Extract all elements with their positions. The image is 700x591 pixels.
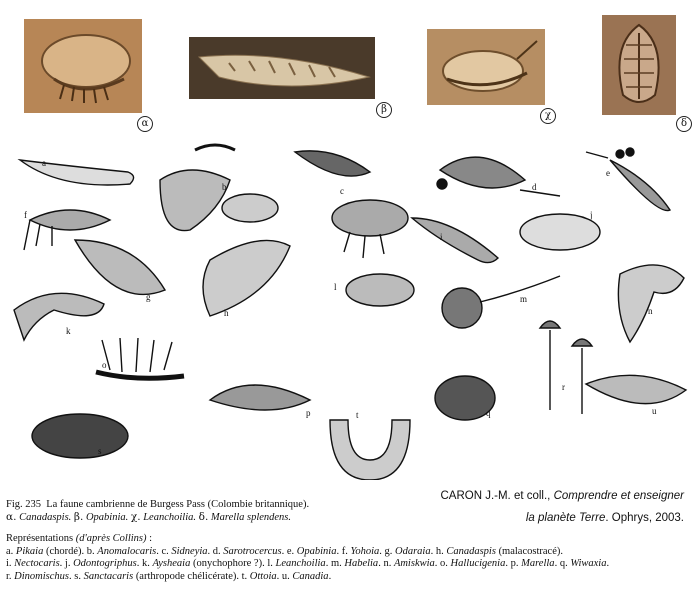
drawing-s: [32, 414, 128, 458]
rep-taxon-name: Dinomischus: [14, 570, 70, 582]
rep-note: .: [434, 558, 441, 569]
drawing-a: [20, 160, 134, 185]
drawing-b: [160, 145, 278, 231]
rep-note: (arthropode chélicérate).: [133, 570, 242, 582]
rep-note: (chordé).: [43, 545, 87, 557]
rep-note: .: [207, 545, 213, 557]
figure-title: La faune cambrienne de Burgess Pass (Colombie britannique).: [46, 499, 310, 510]
fossil-photo-chi-image: [427, 29, 545, 105]
rep-note: .: [378, 558, 384, 569]
rep-taxon-name: Opabinia: [296, 545, 337, 557]
rep-key: p.: [510, 558, 522, 569]
rep-note: .: [606, 558, 610, 569]
drawing-letter-o: o: [102, 360, 107, 370]
rep-taxon-name: Amiskwia: [393, 558, 435, 569]
rep-key: d.: [212, 545, 224, 557]
representations-list: [6, 533, 696, 583]
drawings-plate: [0, 140, 700, 480]
rep-taxon-name: Anomalocaris: [97, 545, 157, 557]
drawing-letter-b: b: [222, 182, 227, 192]
drawing-letter-q: q: [486, 408, 491, 418]
rep-taxon-name: Wiwaxia: [570, 558, 607, 569]
drawing-n: [618, 265, 684, 342]
rep-taxon-name: Aysheaia: [152, 558, 191, 569]
rep-note: .: [379, 545, 385, 557]
credit-book-title-2: la planète Terre: [525, 512, 606, 524]
rep-note: .: [328, 570, 332, 582]
drawing-letter-f: f: [24, 210, 27, 220]
drawing-letter-t: t: [356, 410, 359, 420]
rep-note: .: [276, 570, 282, 582]
rep-note: .: [156, 545, 162, 557]
rep-taxon-name: Odaraia: [395, 545, 431, 557]
drawing-u: [586, 375, 686, 403]
rep-key: g.: [384, 545, 395, 557]
rep-key: h.: [435, 545, 447, 557]
rep-taxon-name: Ottoia: [249, 570, 277, 582]
rep-key: r.: [6, 570, 15, 582]
photo-label-chi: χ: [540, 108, 556, 124]
photo-label-delta: δ: [676, 116, 692, 132]
figure-caption: [6, 498, 406, 524]
drawing-c: [295, 151, 408, 258]
drawing-r: [540, 321, 592, 414]
rep-note: (onychophore ?).: [190, 558, 268, 569]
drawing-letter-s: s: [98, 446, 102, 456]
drawing-letter-p: p: [306, 408, 311, 418]
rep-note: .: [325, 558, 331, 569]
rep-note: .: [136, 558, 142, 569]
rep-key: j.: [64, 558, 74, 569]
reps-line-1: [6, 546, 696, 559]
figure-number: Fig. 235: [6, 499, 42, 510]
rep-key: i.: [6, 558, 15, 569]
rep-key: k.: [141, 558, 153, 569]
rep-taxon-name: Marella: [521, 558, 555, 569]
drawing-e: [586, 148, 670, 211]
rep-key: c.: [161, 545, 172, 557]
drawing-letter-e: e: [606, 168, 610, 178]
drawing-letter-d: d: [532, 182, 537, 192]
rep-key: l.: [267, 558, 276, 569]
drawing-letter-c: c: [340, 186, 344, 196]
drawing-t: [330, 420, 410, 480]
credit-book-title-1: Comprendre et enseigner: [553, 490, 684, 502]
rep-taxon-name: Canadia: [292, 570, 329, 582]
rep-key: f.: [341, 545, 351, 557]
reps-intro: Représentations (d'après Collins) :: [6, 533, 153, 544]
rep-taxon-name: Sarotrocercus: [223, 545, 282, 557]
fossil-photo-delta: [602, 15, 676, 115]
rep-note: .: [281, 545, 287, 557]
rep-taxon-name: Canadaspis: [446, 545, 496, 557]
drawing-letter-m: m: [520, 294, 528, 304]
fossil-photo-beta-image: [189, 37, 375, 99]
drawing-d: [437, 157, 560, 196]
source-credit: [394, 488, 684, 526]
drawing-letter-l: l: [334, 282, 337, 292]
fossil-photo-beta: [189, 37, 375, 99]
caption-photo-legend: α. Canadaspis. β. Opabinia. χ. Leanchoilia. δ. Marella splendens.: [6, 511, 292, 523]
fossil-photo-chi: [427, 29, 545, 105]
credit-publisher: . Ophrys, 2003.: [605, 512, 684, 524]
rep-note: (malacostracé).: [495, 545, 563, 557]
rep-note: .: [69, 570, 75, 582]
drawing-letter-j: j: [590, 210, 593, 220]
caption-title-line: [6, 498, 406, 511]
drawing-i: [412, 218, 498, 263]
rep-note: .: [336, 545, 342, 557]
rep-key: e.: [286, 545, 297, 557]
drawing-letter-n: n: [648, 306, 653, 316]
rep-taxon-name: Sanctacaris: [83, 570, 134, 582]
reps-line-3: [6, 571, 696, 584]
rep-taxon-name: Yohoia: [350, 545, 380, 557]
rep-taxon-name: Hallucigenia: [450, 558, 506, 569]
rep-key: n.: [383, 558, 394, 569]
rep-key: m.: [330, 558, 345, 569]
rep-taxon-name: Sidneyia: [171, 545, 208, 557]
credit-author: CARON J.-M. et coll.,: [440, 490, 554, 502]
rep-taxon-name: Leanchoilia: [275, 558, 326, 569]
rep-note: .: [505, 558, 511, 569]
drawing-m: [442, 276, 560, 328]
rep-key: q.: [559, 558, 571, 569]
rep-key: b.: [86, 545, 98, 557]
drawing-p: [210, 385, 310, 410]
fossil-photo-delta-image: [602, 15, 676, 115]
drawing-letter-u: u: [652, 406, 657, 416]
drawing-letter-g: g: [146, 292, 151, 302]
rep-taxon-name: Nectocaris: [14, 558, 60, 569]
rep-taxon-name: Habelia: [344, 558, 379, 569]
rep-note: .: [430, 545, 436, 557]
photo-label-alpha: α: [137, 116, 153, 132]
rep-taxon-name: Odontogriphus: [73, 558, 137, 569]
drawing-j: [520, 214, 600, 250]
drawing-letter-i: i: [440, 232, 443, 242]
photo-label-beta: β: [376, 102, 392, 118]
drawing-h: [203, 240, 290, 316]
rep-note: .: [554, 558, 560, 569]
rep-key: u.: [281, 570, 293, 582]
rep-key: o.: [440, 558, 451, 569]
drawing-letter-r: r: [562, 382, 565, 392]
organism-drawings: [0, 140, 700, 480]
rep-note: .: [59, 558, 65, 569]
fossil-photo-alpha: [24, 19, 142, 113]
rep-key: t.: [241, 570, 250, 582]
drawing-g: [75, 240, 165, 294]
fossil-photo-alpha-image: [24, 19, 142, 113]
drawing-l: [346, 274, 414, 306]
drawing-o: [96, 338, 184, 378]
rep-key: s.: [74, 570, 84, 582]
reps-line-2: [6, 558, 696, 571]
drawing-letter-a: a: [42, 158, 46, 168]
drawing-letter-k: k: [66, 326, 71, 336]
rep-taxon-name: Pikaia: [15, 545, 44, 557]
drawing-letter-h: h: [224, 308, 229, 318]
drawing-k: [14, 293, 104, 340]
rep-key: a.: [6, 545, 16, 557]
